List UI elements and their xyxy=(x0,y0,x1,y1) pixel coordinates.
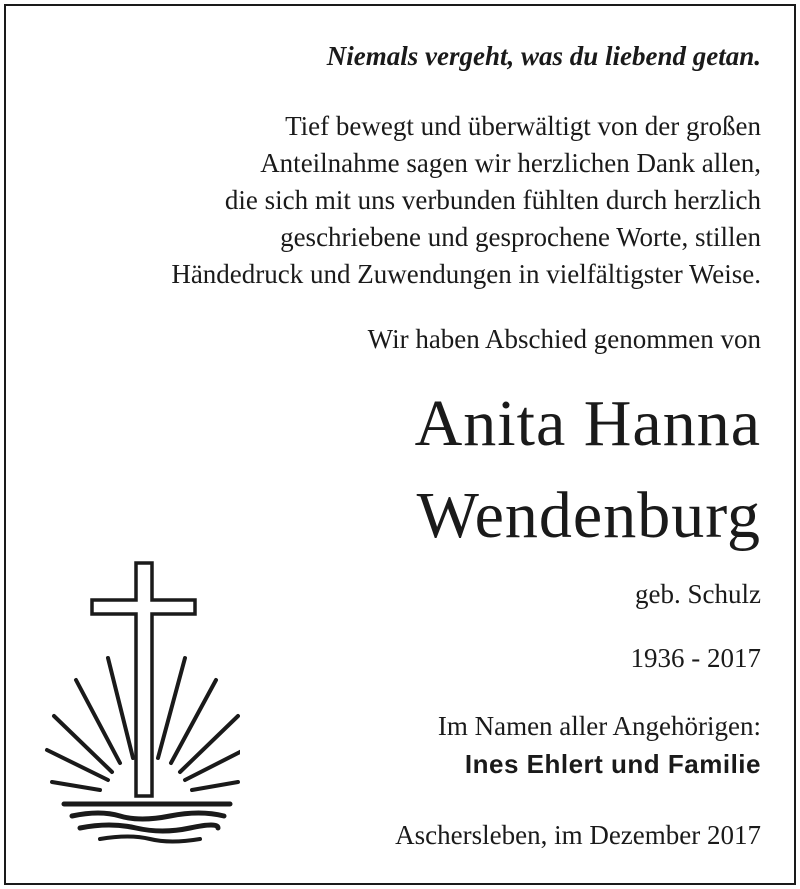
thanks-line: Händedruck und Zuwendungen in vielfältigster Weise. xyxy=(171,259,761,289)
deceased-first-names: Anita Hanna xyxy=(414,387,761,460)
deceased-surname: Wendenburg xyxy=(416,479,761,552)
thanks-line: die sich mit uns verbunden fühlten durch herzlich xyxy=(224,185,761,215)
farewell-intro: Wir haben Abschied genommen von xyxy=(367,324,761,354)
deceased-name xyxy=(415,378,761,562)
thanks-paragraph xyxy=(171,108,761,293)
thanks-line: geschriebene und gesprochene Worte, stillen xyxy=(280,222,761,252)
cross-sunrise-icon xyxy=(40,558,240,848)
birth-name: geb. Schulz xyxy=(635,579,761,609)
thanks-line: Anteilnahme sagen wir herzlichen Dank allen, xyxy=(260,148,761,178)
on-behalf-line: Im Namen aller Angehörigen: xyxy=(437,711,761,741)
thanks-line: Tief bewegt und überwältigt von der großen xyxy=(285,111,761,141)
family-signature: Ines Ehlert und Familie xyxy=(464,749,761,779)
place-date: Aschersleben, im Dezember 2017 xyxy=(395,820,761,850)
life-years: 1936 - 2017 xyxy=(630,643,761,673)
motto: Niemals vergeht, was du liebend getan. xyxy=(326,41,761,71)
